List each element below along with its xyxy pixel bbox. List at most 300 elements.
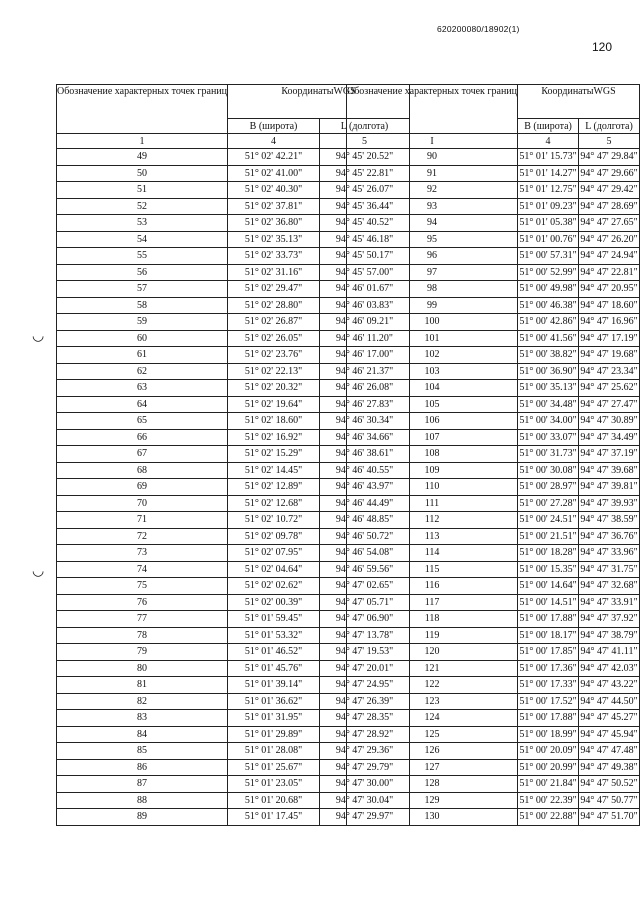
point-number-cell: 54 xyxy=(57,231,228,248)
latitude-cell: 51° 00' 17.88" xyxy=(518,710,579,727)
latitude-cell: 51° 01' 31.95" xyxy=(228,710,320,727)
column-number: 4 xyxy=(518,134,579,149)
latitude-cell: 51° 00' 17.88" xyxy=(518,611,579,628)
longitude-cell: 94° 47' 39.93" xyxy=(579,495,640,512)
point-number-cell: 84 xyxy=(57,726,228,743)
point-number-cell: 67 xyxy=(57,446,228,463)
point-designation-header: Обозначение характерных точек границ xyxy=(57,85,228,134)
longitude-cell: 94° 47' 30.04" xyxy=(320,792,410,809)
longitude-cell: 94° 46' 40.55" xyxy=(320,462,410,479)
point-number-cell: 82 xyxy=(57,693,228,710)
latitude-cell: 51° 02' 33.73" xyxy=(228,248,320,265)
latitude-cell: 51° 00' 14.51" xyxy=(518,594,579,611)
table-row xyxy=(347,479,640,496)
latitude-cell: 51° 00' 30.08" xyxy=(518,462,579,479)
longitude-cell: 94° 47' 39.81" xyxy=(579,479,640,496)
longitude-cell: 94° 45' 50.17" xyxy=(320,248,410,265)
table-body xyxy=(347,149,640,826)
latitude-cell: 51° 02' 15.29" xyxy=(228,446,320,463)
longitude-cell: 94° 47' 37.19" xyxy=(579,446,640,463)
point-number-cell: 65 xyxy=(57,413,228,430)
point-number-cell: 49 xyxy=(57,149,228,166)
point-number-cell: 129 xyxy=(347,792,518,809)
longitude-cell: 94° 47' 47.48" xyxy=(579,743,640,760)
latitude-cell: 51° 02' 23.76" xyxy=(228,347,320,364)
latitude-cell: 51° 02' 20.32" xyxy=(228,380,320,397)
point-number-cell: 106 xyxy=(347,413,518,430)
longitude-cell: 94° 47' 50.77" xyxy=(579,792,640,809)
latitude-cell: 51° 00' 36.90" xyxy=(518,363,579,380)
latitude-cell: 51° 00' 17.85" xyxy=(518,644,579,661)
latitude-cell: 51° 01' 28.08" xyxy=(228,743,320,760)
table-row xyxy=(347,297,640,314)
longitude-cell: 94° 47' 25.62" xyxy=(579,380,640,397)
point-number-cell: 115 xyxy=(347,561,518,578)
longitude-cell: 94° 47' 20.01" xyxy=(320,660,410,677)
table-row xyxy=(347,759,640,776)
table-row xyxy=(347,215,640,232)
table-row xyxy=(347,429,640,446)
binding-mark-icon: ◡ xyxy=(32,328,45,344)
point-number-cell: 102 xyxy=(347,347,518,364)
latitude-cell: 51° 02' 41.00" xyxy=(228,165,320,182)
point-number-cell: 127 xyxy=(347,759,518,776)
table-row xyxy=(347,726,640,743)
point-number-cell: 70 xyxy=(57,495,228,512)
point-number-cell: 99 xyxy=(347,297,518,314)
table-row xyxy=(347,248,640,265)
latitude-cell: 51° 01' 05.38" xyxy=(518,215,579,232)
longitude-cell: 94° 47' 43.22" xyxy=(579,677,640,694)
latitude-cell: 51° 02' 14.45" xyxy=(228,462,320,479)
point-number-cell: 60 xyxy=(57,330,228,347)
longitude-cell: 94° 47' 20.95" xyxy=(579,281,640,298)
latitude-cell: 51° 00' 34.48" xyxy=(518,396,579,413)
table-row xyxy=(347,792,640,809)
point-number-cell: 107 xyxy=(347,429,518,446)
table-row xyxy=(347,693,640,710)
point-number-cell: 121 xyxy=(347,660,518,677)
point-number-cell: 63 xyxy=(57,380,228,397)
point-number-cell: 112 xyxy=(347,512,518,529)
latitude-cell: 51° 01' 12.75" xyxy=(518,182,579,199)
point-number-cell: 117 xyxy=(347,594,518,611)
latitude-cell: 51° 00' 27.28" xyxy=(518,495,579,512)
point-number-cell: 85 xyxy=(57,743,228,760)
latitude-cell: 51° 02' 36.80" xyxy=(228,215,320,232)
table-row xyxy=(347,396,640,413)
latitude-cell: 51° 00' 46.38" xyxy=(518,297,579,314)
point-number-cell: 119 xyxy=(347,627,518,644)
longitude-cell: 94° 47' 17.19" xyxy=(579,330,640,347)
latitude-cell: 51° 02' 02.62" xyxy=(228,578,320,595)
latitude-cell: 51° 02' 22.13" xyxy=(228,363,320,380)
latitude-cell: 51° 00' 21.51" xyxy=(518,528,579,545)
point-number-cell: 55 xyxy=(57,248,228,265)
latitude-cell: 51° 00' 14.64" xyxy=(518,578,579,595)
longitude-cell: 94° 47' 26.20" xyxy=(579,231,640,248)
point-number-cell: 93 xyxy=(347,198,518,215)
longitude-cell: 94° 47' 38.59" xyxy=(579,512,640,529)
latitude-cell: 51° 02' 26.05" xyxy=(228,330,320,347)
point-number-cell: 75 xyxy=(57,578,228,595)
latitude-cell: 51° 00' 17.36" xyxy=(518,660,579,677)
longitude-cell: 94° 47' 38.79" xyxy=(579,627,640,644)
latitude-cell: 51° 02' 35.13" xyxy=(228,231,320,248)
table-row xyxy=(347,198,640,215)
longitude-cell: 94° 47' 16.96" xyxy=(579,314,640,331)
table-row xyxy=(347,545,640,562)
latitude-cell: 51° 01' 14.27" xyxy=(518,165,579,182)
point-number-cell: 78 xyxy=(57,627,228,644)
latitude-cell: 51° 00' 33.07" xyxy=(518,429,579,446)
table-row xyxy=(347,809,640,826)
longitude-cell: 94° 47' 22.81" xyxy=(579,264,640,281)
table-row xyxy=(347,149,640,166)
point-designation-header: Обозначение характерных точек границ xyxy=(347,85,518,134)
point-number-cell: 87 xyxy=(57,776,228,793)
longitude-cell: 94° 47' 37.92" xyxy=(579,611,640,628)
longitude-cell: 94° 47' 50.52" xyxy=(579,776,640,793)
longitude-cell: 94° 47' 27.65" xyxy=(579,215,640,232)
longitude-cell: 94° 47' 29.97" xyxy=(320,809,410,826)
longitude-cell: 94° 47' 29.84" xyxy=(579,149,640,166)
point-number-cell: 51 xyxy=(57,182,228,199)
latitude-cell: 51° 01' 39.14" xyxy=(228,677,320,694)
latitude-cell: 51° 02' 26.87" xyxy=(228,314,320,331)
latitude-cell: 51° 02' 28.80" xyxy=(228,297,320,314)
longitude-cell: 94° 47' 27.47" xyxy=(579,396,640,413)
point-number-cell: 126 xyxy=(347,743,518,760)
table-row xyxy=(347,660,640,677)
point-number-cell: 83 xyxy=(57,710,228,727)
latitude-cell: 51° 01' 53.32" xyxy=(228,627,320,644)
latitude-header: B (широта) xyxy=(228,119,320,134)
point-number-cell: 128 xyxy=(347,776,518,793)
longitude-cell: 94° 45' 46.18" xyxy=(320,231,410,248)
longitude-cell: 94° 46' 09.21" xyxy=(320,314,410,331)
point-number-cell: 95 xyxy=(347,231,518,248)
longitude-cell: 94° 46' 03.83" xyxy=(320,297,410,314)
longitude-cell: 94° 46' 38.61" xyxy=(320,446,410,463)
table-row xyxy=(347,561,640,578)
latitude-cell: 51° 01' 46.52" xyxy=(228,644,320,661)
longitude-cell: 94° 46' 26.08" xyxy=(320,380,410,397)
latitude-cell: 51° 01' 25.67" xyxy=(228,759,320,776)
point-number-cell: 110 xyxy=(347,479,518,496)
point-number-cell: 113 xyxy=(347,528,518,545)
longitude-cell: 94° 47' 19.53" xyxy=(320,644,410,661)
table-row xyxy=(347,611,640,628)
longitude-cell: 94° 47' 18.60" xyxy=(579,297,640,314)
point-number-cell: 76 xyxy=(57,594,228,611)
latitude-cell: 51° 02' 19.64" xyxy=(228,396,320,413)
table-row xyxy=(347,413,640,430)
latitude-cell: 51° 00' 17.33" xyxy=(518,677,579,694)
latitude-cell: 51° 00' 24.51" xyxy=(518,512,579,529)
longitude-cell: 94° 47' 13.78" xyxy=(320,627,410,644)
table-row xyxy=(347,165,640,182)
latitude-cell: 51° 02' 42.21" xyxy=(228,149,320,166)
point-number-cell: 80 xyxy=(57,660,228,677)
table-row xyxy=(347,512,640,529)
longitude-cell: 94° 45' 26.07" xyxy=(320,182,410,199)
latitude-cell: 51° 00' 49.98" xyxy=(518,281,579,298)
table-row xyxy=(347,710,640,727)
point-number-cell: 59 xyxy=(57,314,228,331)
latitude-cell: 51° 01' 36.62" xyxy=(228,693,320,710)
point-number-cell: 124 xyxy=(347,710,518,727)
latitude-cell: 51° 00' 22.88" xyxy=(518,809,579,826)
latitude-cell: 51° 00' 34.00" xyxy=(518,413,579,430)
point-number-cell: 86 xyxy=(57,759,228,776)
longitude-cell: 94° 47' 06.90" xyxy=(320,611,410,628)
table-row xyxy=(347,330,640,347)
longitude-cell: 94° 47' 36.76" xyxy=(579,528,640,545)
table-row xyxy=(347,281,640,298)
longitude-cell: 94° 46' 59.56" xyxy=(320,561,410,578)
point-number-cell: 96 xyxy=(347,248,518,265)
latitude-cell: 51° 02' 40.30" xyxy=(228,182,320,199)
longitude-cell: 94° 47' 28.35" xyxy=(320,710,410,727)
longitude-cell: 94° 46' 44.49" xyxy=(320,495,410,512)
longitude-cell: 94° 47' 41.11" xyxy=(579,644,640,661)
longitude-cell: 94° 47' 30.89" xyxy=(579,413,640,430)
latitude-cell: 51° 02' 00.39" xyxy=(228,594,320,611)
point-number-cell: 122 xyxy=(347,677,518,694)
point-number-cell: 58 xyxy=(57,297,228,314)
latitude-cell: 51° 01' 20.68" xyxy=(228,792,320,809)
latitude-cell: 51° 02' 12.68" xyxy=(228,495,320,512)
point-number-cell: 111 xyxy=(347,495,518,512)
latitude-cell: 51° 02' 29.47" xyxy=(228,281,320,298)
table-row xyxy=(347,182,640,199)
point-number-cell: 56 xyxy=(57,264,228,281)
column-number: 4 xyxy=(228,134,320,149)
latitude-cell: 51° 00' 22.39" xyxy=(518,792,579,809)
latitude-cell: 51° 02' 09.78" xyxy=(228,528,320,545)
longitude-cell: 94° 47' 29.42" xyxy=(579,182,640,199)
latitude-cell: 51° 00' 35.13" xyxy=(518,380,579,397)
point-number-cell: 73 xyxy=(57,545,228,562)
table-row xyxy=(347,314,640,331)
table-row xyxy=(347,776,640,793)
point-number-cell: 103 xyxy=(347,363,518,380)
longitude-cell: 94° 47' 33.91" xyxy=(579,594,640,611)
latitude-cell: 51° 00' 18.17" xyxy=(518,627,579,644)
point-number-cell: 69 xyxy=(57,479,228,496)
point-number-cell: 104 xyxy=(347,380,518,397)
longitude-cell: 94° 45' 57.00" xyxy=(320,264,410,281)
longitude-cell: 94° 47' 28.92" xyxy=(320,726,410,743)
point-number-cell: 90 xyxy=(347,149,518,166)
table-row xyxy=(347,363,640,380)
point-number-cell: 98 xyxy=(347,281,518,298)
point-number-cell: 130 xyxy=(347,809,518,826)
longitude-cell: 94° 46' 30.34" xyxy=(320,413,410,430)
latitude-cell: 51° 00' 18.99" xyxy=(518,726,579,743)
latitude-cell: 51° 00' 31.73" xyxy=(518,446,579,463)
point-number-cell: 68 xyxy=(57,462,228,479)
coordinates-header: КоординатыWGS xyxy=(518,85,640,119)
table-row xyxy=(347,347,640,364)
point-number-cell: 125 xyxy=(347,726,518,743)
point-number-cell: 66 xyxy=(57,429,228,446)
point-number-cell: 100 xyxy=(347,314,518,331)
point-number-cell: 97 xyxy=(347,264,518,281)
longitude-cell: 94° 47' 33.96" xyxy=(579,545,640,562)
point-number-cell: 64 xyxy=(57,396,228,413)
point-number-cell: 71 xyxy=(57,512,228,529)
latitude-cell: 51° 00' 28.97" xyxy=(518,479,579,496)
point-number-cell: 116 xyxy=(347,578,518,595)
point-number-cell: 91 xyxy=(347,165,518,182)
longitude-cell: 94° 47' 23.34" xyxy=(579,363,640,380)
table-row xyxy=(347,528,640,545)
latitude-cell: 51° 00' 20.09" xyxy=(518,743,579,760)
longitude-cell: 94° 47' 24.94" xyxy=(579,248,640,265)
latitude-cell: 51° 00' 52.99" xyxy=(518,264,579,281)
latitude-cell: 51° 01' 29.89" xyxy=(228,726,320,743)
latitude-cell: 51° 00' 15.35" xyxy=(518,561,579,578)
table-row xyxy=(347,462,640,479)
column-number: I xyxy=(347,134,518,149)
document-id: 620200080/18902(1) xyxy=(437,24,520,34)
longitude-cell: 94° 47' 51.70" xyxy=(579,809,640,826)
latitude-cell: 51° 00' 41.56" xyxy=(518,330,579,347)
table-row xyxy=(347,446,640,463)
longitude-cell: 94° 46' 48.85" xyxy=(320,512,410,529)
table-row xyxy=(347,380,640,397)
point-number-cell: 61 xyxy=(57,347,228,364)
longitude-cell: 94° 45' 22.81" xyxy=(320,165,410,182)
table-row xyxy=(347,495,640,512)
longitude-cell: 94° 47' 24.95" xyxy=(320,677,410,694)
coordinates-table-right xyxy=(346,84,640,826)
column-number: 5 xyxy=(579,134,640,149)
longitude-header: L (долгота) xyxy=(579,119,640,134)
longitude-cell: 94° 47' 19.68" xyxy=(579,347,640,364)
point-number-cell: 53 xyxy=(57,215,228,232)
table-row xyxy=(347,231,640,248)
longitude-cell: 94° 47' 45.94" xyxy=(579,726,640,743)
point-number-cell: 79 xyxy=(57,644,228,661)
latitude-cell: 51° 02' 16.92" xyxy=(228,429,320,446)
longitude-cell: 94° 47' 02.65" xyxy=(320,578,410,595)
binding-mark-icon: ◡ xyxy=(32,563,45,579)
longitude-cell: 94° 47' 31.75" xyxy=(579,561,640,578)
longitude-cell: 94° 47' 26.39" xyxy=(320,693,410,710)
point-number-cell: 109 xyxy=(347,462,518,479)
point-number-cell: 114 xyxy=(347,545,518,562)
table-row xyxy=(347,594,640,611)
longitude-cell: 94° 46' 54.08" xyxy=(320,545,410,562)
table-row xyxy=(347,677,640,694)
longitude-cell: 94° 47' 28.69" xyxy=(579,198,640,215)
latitude-cell: 51° 01' 45.76" xyxy=(228,660,320,677)
latitude-cell: 51° 02' 10.72" xyxy=(228,512,320,529)
latitude-cell: 51° 01' 09.23" xyxy=(518,198,579,215)
longitude-cell: 94° 47' 42.03" xyxy=(579,660,640,677)
point-number-cell: 74 xyxy=(57,561,228,578)
latitude-cell: 51° 01' 00.76" xyxy=(518,231,579,248)
longitude-cell: 94° 45' 20.52" xyxy=(320,149,410,166)
longitude-cell: 94° 47' 49.38" xyxy=(579,759,640,776)
point-number-cell: 101 xyxy=(347,330,518,347)
point-number-cell: 118 xyxy=(347,611,518,628)
longitude-cell: 94° 46' 43.97" xyxy=(320,479,410,496)
latitude-cell: 51° 02' 31.16" xyxy=(228,264,320,281)
point-number-cell: 105 xyxy=(347,396,518,413)
longitude-cell: 94° 46' 01.67" xyxy=(320,281,410,298)
longitude-header: L (долгота) xyxy=(320,119,410,134)
table-row xyxy=(347,627,640,644)
column-number: 1 xyxy=(57,134,228,149)
latitude-cell: 51° 01' 17.45" xyxy=(228,809,320,826)
point-number-cell: 94 xyxy=(347,215,518,232)
longitude-cell: 94° 45' 36.44" xyxy=(320,198,410,215)
table-row xyxy=(347,644,640,661)
latitude-cell: 51° 00' 57.31" xyxy=(518,248,579,265)
longitude-cell: 94° 47' 34.49" xyxy=(579,429,640,446)
table-row xyxy=(347,743,640,760)
latitude-cell: 51° 00' 20.99" xyxy=(518,759,579,776)
longitude-cell: 94° 46' 34.66" xyxy=(320,429,410,446)
point-number-cell: 81 xyxy=(57,677,228,694)
longitude-cell: 94° 47' 32.68" xyxy=(579,578,640,595)
longitude-cell: 94° 47' 45.27" xyxy=(579,710,640,727)
coordinates-header: КоординатыWGS xyxy=(228,85,410,119)
point-number-cell: 108 xyxy=(347,446,518,463)
longitude-cell: 94° 46' 27.83" xyxy=(320,396,410,413)
point-number-cell: 50 xyxy=(57,165,228,182)
page-number: 120 xyxy=(592,40,613,54)
latitude-cell: 51° 02' 18.60" xyxy=(228,413,320,430)
longitude-cell: 94° 46' 21.37" xyxy=(320,363,410,380)
longitude-cell: 94° 47' 30.00" xyxy=(320,776,410,793)
latitude-cell: 51° 02' 07.95" xyxy=(228,545,320,562)
point-number-cell: 52 xyxy=(57,198,228,215)
point-number-cell: 62 xyxy=(57,363,228,380)
latitude-header: B (широта) xyxy=(518,119,579,134)
table-row xyxy=(347,578,640,595)
longitude-cell: 94° 47' 44.50" xyxy=(579,693,640,710)
point-number-cell: 120 xyxy=(347,644,518,661)
longitude-cell: 94° 47' 29.79" xyxy=(320,759,410,776)
latitude-cell: 51° 00' 42.86" xyxy=(518,314,579,331)
latitude-cell: 51° 00' 18.28" xyxy=(518,545,579,562)
column-number: 5 xyxy=(320,134,410,149)
latitude-cell: 51° 00' 38.82" xyxy=(518,347,579,364)
latitude-cell: 51° 01' 15.73" xyxy=(518,149,579,166)
longitude-cell: 94° 47' 39.68" xyxy=(579,462,640,479)
latitude-cell: 51° 01' 23.05" xyxy=(228,776,320,793)
point-number-cell: 57 xyxy=(57,281,228,298)
point-number-cell: 77 xyxy=(57,611,228,628)
latitude-cell: 51° 02' 04.64" xyxy=(228,561,320,578)
point-number-cell: 92 xyxy=(347,182,518,199)
longitude-cell: 94° 47' 29.66" xyxy=(579,165,640,182)
latitude-cell: 51° 02' 37.81" xyxy=(228,198,320,215)
point-number-cell: 123 xyxy=(347,693,518,710)
longitude-cell: 94° 47' 05.71" xyxy=(320,594,410,611)
latitude-cell: 51° 00' 17.52" xyxy=(518,693,579,710)
longitude-cell: 94° 45' 40.52" xyxy=(320,215,410,232)
longitude-cell: 94° 46' 11.20" xyxy=(320,330,410,347)
longitude-cell: 94° 46' 17.00" xyxy=(320,347,410,364)
table-row xyxy=(347,264,640,281)
longitude-cell: 94° 46' 50.72" xyxy=(320,528,410,545)
